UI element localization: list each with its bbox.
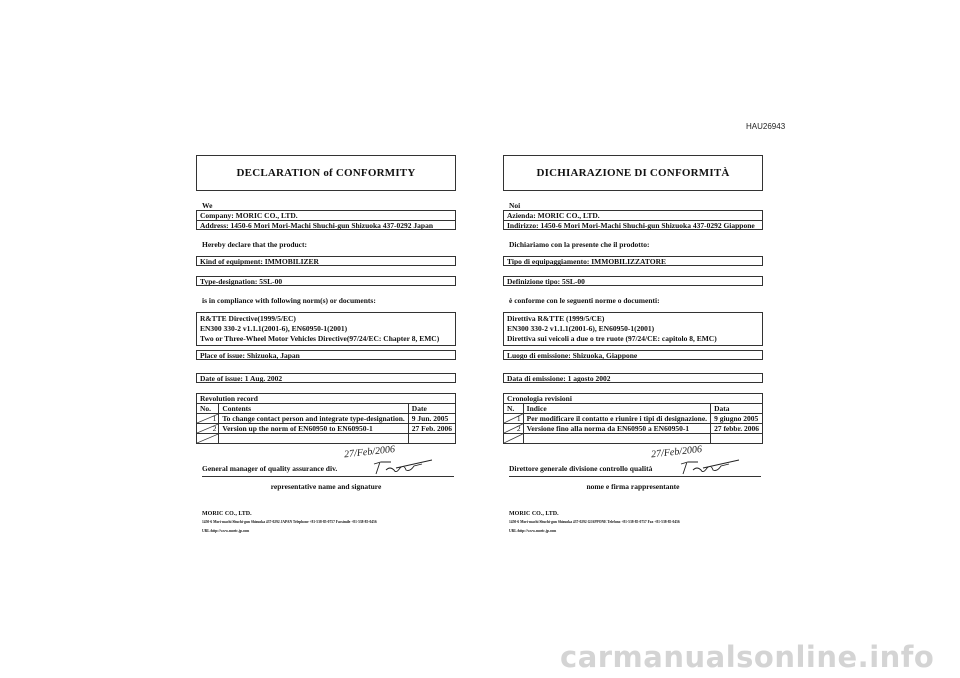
- address-field: Address: 1450-6 Mori Mori-Machi Shuchi-gun Shizuoka 437-0292 Japan: [196, 220, 456, 230]
- date-of-issue-field: Data di emissione: 1 agosto 2002: [503, 373, 763, 383]
- revision-table: [196, 393, 456, 444]
- signature-line: [202, 476, 454, 477]
- handwritten-date: 27/Feb/2006: [343, 444, 396, 461]
- row-date: 9 giugno 2005: [711, 414, 763, 424]
- table-row: [504, 424, 763, 434]
- header-no: No.: [197, 404, 219, 414]
- table-row: [197, 424, 456, 434]
- table-row: [197, 414, 456, 424]
- header-contents: Indice: [523, 404, 710, 414]
- we-label: Noi: [509, 201, 521, 210]
- row-date: 9 Jun. 2005: [408, 414, 455, 424]
- row-contents: Versione fino alla norma da EN60950 a EN60950-1: [523, 424, 710, 434]
- handwritten-date-and-signature: [643, 442, 753, 478]
- revision-title: Cronologia revisioni: [504, 394, 763, 404]
- header-contents: Contents: [219, 404, 408, 414]
- revision-table: [503, 393, 763, 444]
- compliance-text: is in compliance with following norm(s) or documents:: [202, 296, 376, 305]
- header-date: Date: [408, 404, 455, 414]
- signature-line: [509, 476, 761, 477]
- kind-field: Tipo di equipaggiamento: IMMOBILIZZATORE: [503, 256, 763, 266]
- kind-field: Kind of equipment: IMMOBILIZER: [196, 256, 456, 266]
- type-designation-field: Type-designation: 5SL-00: [196, 276, 456, 286]
- place-field: Place of issue: Shizuoka, Japan: [196, 350, 456, 360]
- compliance-text: è conforme con le seguenti norme o documenti:: [509, 296, 660, 305]
- footer-address: 1450-6 Mori-machi Shuchi-gun Shizuoka 437-0292 GIAPPONE Telefono +81-538-85-0757 Fax +81-538-85-0456: [509, 520, 680, 524]
- type-designation-field: Definizione tipo: 5SL-00: [503, 276, 763, 286]
- row-no: 1: [212, 414, 217, 423]
- header-no: N.: [504, 404, 524, 414]
- table-header: [504, 404, 763, 414]
- revision-title: Revolution record: [197, 394, 456, 404]
- row-date: 27 Feb. 2006: [408, 424, 455, 434]
- norm-line: Direttiva sui veicoli a due o tre ruote (97/24/CE: capitolo 8, EMC): [507, 334, 717, 343]
- address-field: Indirizzo: 1450-6 Mori Mori-Machi Shuchi-gun Shizuoka 437-0292 Giappone: [503, 220, 763, 230]
- footer-address: 1450-6 Mori-machi Shuchi-gun Shizuoka 437-0292 JAPAN Telephone +81-538-85-0757 Facsimile +81-538-85-0456: [202, 520, 377, 524]
- place-field: Luogo di emissione: Shizuoka, Giappone: [503, 350, 763, 360]
- manager-label: Direttore generale divisione controllo qualità: [509, 464, 653, 473]
- footer-company: MORIC CO., LTD.: [202, 511, 252, 517]
- company-field: Azienda: MORIC CO., LTD.: [503, 210, 763, 220]
- row-contents: Per modificare il contatto e riunire i tipi di designazione.: [523, 414, 710, 424]
- company-field: Company: MORIC CO., LTD.: [196, 210, 456, 220]
- page-code: HAU26943: [746, 122, 786, 131]
- we-label: We: [202, 201, 213, 210]
- norm-line: R&TTE Directive(1999/5/EC): [200, 314, 296, 323]
- row-date: 27 febbr. 2006: [711, 424, 763, 434]
- row-no: 2: [516, 424, 521, 433]
- date-of-issue-field: Date of issue: 1 Aug. 2002: [196, 373, 456, 383]
- table-header: [197, 404, 456, 414]
- footer-url: URL:http://www.moric.jp.com: [202, 529, 250, 533]
- handwritten-date-and-signature: [336, 442, 446, 478]
- row-no: 2: [212, 424, 217, 433]
- footer-url: URL:http://www.moric.jp.com: [509, 529, 557, 533]
- representative-caption: nome e firma rappresentante: [586, 482, 680, 491]
- row-contents: Version up the norm of EN60950 to EN60950-1: [219, 424, 408, 434]
- handwritten-date: 27/Feb/2006: [650, 444, 703, 461]
- row-contents: To change contact person and integrate type-designation.: [219, 414, 408, 424]
- declare-text: Dichiariamo con la presente che il prodotto:: [509, 240, 650, 249]
- declare-text: Hereby declare that the product:: [202, 240, 307, 249]
- row-no: 1: [516, 414, 521, 423]
- norm-line: Direttiva R&TTE (1999/5/CE): [507, 314, 605, 323]
- declaration-title: DICHIARAZIONE DI CONFORMITÀ: [503, 155, 763, 191]
- manager-label: General manager of quality assurance div.: [202, 464, 338, 473]
- table-row: [504, 414, 763, 424]
- norm-line: EN300 330-2 v1.1.1(2001-6), EN60950-1(2001): [200, 324, 348, 333]
- norms-box: [196, 312, 456, 346]
- footer-company: MORIC CO., LTD.: [509, 511, 559, 517]
- declaration-title: DECLARATION of CONFORMITY: [196, 155, 456, 191]
- representative-caption: representative name and signature: [270, 482, 382, 491]
- norms-box: [503, 312, 763, 346]
- watermark: carmanualsonline.info: [560, 640, 935, 674]
- norm-line: Two or Three-Wheel Motor Vehicles Directive(97/24/EC: Chapter 8, EMC): [200, 334, 440, 343]
- norm-line: EN300 330-2 v1.1.1(2001-6), EN60950-1(2001): [507, 324, 655, 333]
- header-date: Data: [711, 404, 763, 414]
- row-no: [521, 434, 523, 443]
